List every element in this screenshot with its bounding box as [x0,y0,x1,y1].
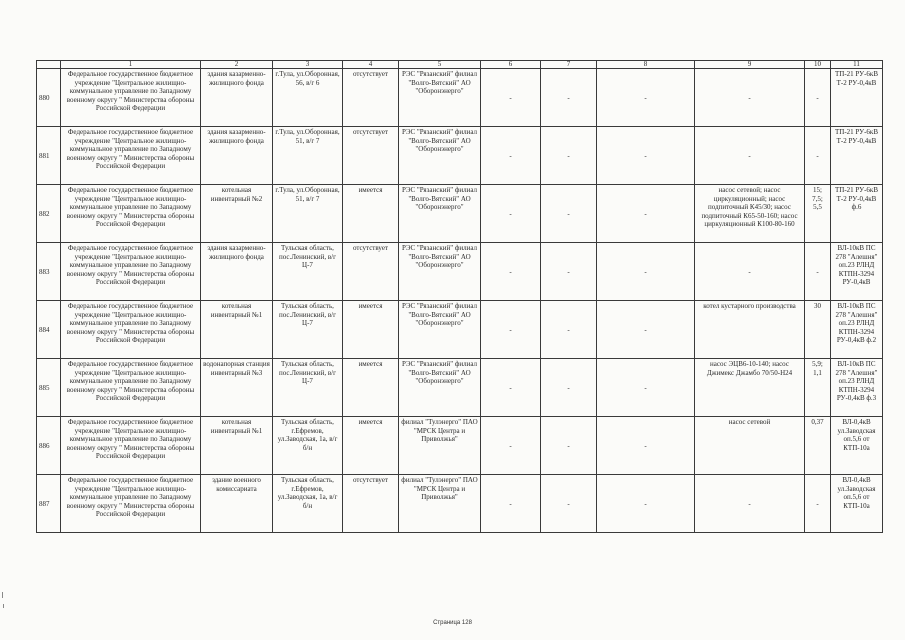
feeder-cell: ТП-21 РУ-6кВ Т-2 РУ-0,4кВ ф.6 [831,185,883,243]
column-8-cell: - [597,417,695,475]
power-cell: - [805,69,831,127]
column-6-cell: - [481,185,541,243]
column-7-cell: - [541,301,597,359]
header-cell: 3 [273,61,343,69]
column-8-cell: - [597,301,695,359]
owner-cell: Федеральное государственное бюджетное учреждение "Центральное жилищно-коммунальное управление по Западному военному округу " Министерства обороны Российской Федерации [61,301,201,359]
page-number-footer: Страница 128 [433,620,472,626]
object-cell: здание военного комиссариата [201,475,273,533]
feeder-cell: ТП-21 РУ-6кВ Т-2 РУ-0,4кВ [831,127,883,185]
object-cell: здания казарменно-жилищного фонда [201,127,273,185]
equipment-cell: - [695,69,805,127]
object-cell: водонапорная станция инвентарный №3 [201,359,273,417]
row-number: 880 [37,69,61,127]
table-row [37,127,883,185]
column-7-cell: - [541,185,597,243]
supplier-cell: филиал "Тулэнерго" ПАО "МРСК Центра и Приволжья" [399,475,481,533]
heating-presence-cell: отсутствует [343,69,399,127]
object-cell: здания казарменно-жилищного фонда [201,243,273,301]
heating-presence-cell: имеется [343,301,399,359]
column-6-cell: - [481,301,541,359]
power-cell: 5,9; 1,1 [805,359,831,417]
table-row [37,301,883,359]
row-number: 884 [37,301,61,359]
object-cell: котельная инвентарный №2 [201,185,273,243]
table-row [37,417,883,475]
owner-cell: Федеральное государственное бюджетное учреждение "Центральное жилищно-коммунальное управление по Западному военному округу " Министерства обороны Российской Федерации [61,185,201,243]
supplier-cell: РЭС "Рязанский" филиал "Волго-Вятский" АО "Оборонэнерго" [399,243,481,301]
column-7-cell: - [541,475,597,533]
supplier-cell: РЭС "Рязанский" филиал "Волго-Вятский" АО "Оборонэнерго" [399,69,481,127]
heating-presence-cell: отсутствует [343,243,399,301]
column-6-cell: - [481,417,541,475]
power-cell: 15; 7,5; 5,5 [805,185,831,243]
owner-cell: Федеральное государственное бюджетное учреждение "Центральное жилищно-коммунальное управление по Западному военному округу " Министерства обороны Российской Федерации [61,417,201,475]
header-cell: 9 [695,61,805,69]
equipment-cell: - [695,243,805,301]
address-cell: Тульская область, г.Ефремов, ул.Заводская, 1а, в/г б/н [273,475,343,533]
column-7-cell: - [541,359,597,417]
power-cell: 30 [805,301,831,359]
column-8-cell: - [597,127,695,185]
row-number: 883 [37,243,61,301]
feeder-cell: ВЛ-10кВ ПС 278 "Алешня" оп.23 РЛНД КТПН-3294 РУ-0,4кВ ф.2 [831,301,883,359]
column-8-cell: - [597,359,695,417]
address-cell: г.Тула, ул.Оборонная, 51, в/г 7 [273,127,343,185]
power-cell: - [805,475,831,533]
column-7-cell: - [541,127,597,185]
owner-cell: Федеральное государственное бюджетное учреждение "Центральное жилищно-коммунальное управление по Западному военному округу " Министерства обороны Российской Федерации [61,127,201,185]
equipment-cell: - [695,127,805,185]
row-number: 881 [37,127,61,185]
header-cell: 4 [343,61,399,69]
owner-cell: Федеральное государственное бюджетное учреждение "Центральное жилищно-коммунальное управление по Западному военному округу " Министерства обороны Российской Федерации [61,359,201,417]
heating-presence-cell: имеется [343,417,399,475]
column-6-cell: - [481,127,541,185]
column-6-cell: - [481,243,541,301]
header-cell: 10 [805,61,831,69]
header-cell: 2 [201,61,273,69]
equipment-cell: котел кустарного производства [695,301,805,359]
column-8-cell: - [597,243,695,301]
heating-presence-cell: отсутствует [343,475,399,533]
header-cell: 11 [831,61,883,69]
supplier-cell: РЭС "Рязанский" филиал "Волго-Вятский" АО "Оборонэнерго" [399,301,481,359]
table-row [37,185,883,243]
object-cell: здания казарменно-жилищного фонда [201,69,273,127]
equipment-cell: - [695,475,805,533]
feeder-cell: ВЛ-10кВ ПС 278 "Алешня" оп.23 РЛНД КТПН-3294 РУ-0,4кВ ф.3 [831,359,883,417]
power-cell: - [805,127,831,185]
feeder-cell: ВЛ-0,4кВ ул.Заводская оп.5,6 от КТП-10а [831,475,883,533]
owner-cell: Федеральное государственное бюджетное учреждение "Центральное жилищно-коммунальное управление по Западному военному округу " Министерства обороны Российской Федерации [61,69,201,127]
row-number: 886 [37,417,61,475]
row-number: 887 [37,475,61,533]
address-cell: Тульская область, г.Ефремов, ул.Заводская, 1а, в/г б/н [273,417,343,475]
header-cell: 8 [597,61,695,69]
address-cell: Тульская область, пос.Ленинский, в/г Ц-7 [273,359,343,417]
column-8-cell: - [597,475,695,533]
owner-cell: Федеральное государственное бюджетное учреждение "Центральное жилищно-коммунальное управление по Западному военному округу " Министерства обороны Российской Федерации [61,475,201,533]
column-7-cell: - [541,243,597,301]
column-8-cell: - [597,69,695,127]
address-cell: г.Тула, ул.Оборонная, 56, в/г 6 [273,69,343,127]
header-cell: 6 [481,61,541,69]
header-cell: 5 [399,61,481,69]
equipment-cell: насос ЭЦВ6-10-140; насос Джимекс Джамбо 70/50-Н24 [695,359,805,417]
header-cell: 7 [541,61,597,69]
heating-presence-cell: имеется [343,185,399,243]
row-number: 882 [37,185,61,243]
column-7-cell: - [541,69,597,127]
supplier-cell: филиал "Тулэнерго" ПАО "МРСК Центра и Приволжья" [399,417,481,475]
column-8-cell: - [597,185,695,243]
heating-presence-cell: имеется [343,359,399,417]
column-7-cell: - [541,417,597,475]
power-cell: - [805,243,831,301]
heating-presence-cell: отсутствует [343,127,399,185]
column-6-cell: - [481,359,541,417]
equipment-cell: насос сетевой [695,417,805,475]
address-cell: Тульская область, пос.Ленинский, в/г Ц-7 [273,301,343,359]
supplier-cell: РЭС "Рязанский" филиал "Волго-Вятский" АО "Оборонэнерго" [399,359,481,417]
table-row [37,475,883,533]
row-number: 885 [37,359,61,417]
object-cell: котельная инвентарный №1 [201,301,273,359]
table-row [37,243,883,301]
feeder-cell: ТП-21 РУ-6кВ Т-2 РУ-0,4кВ [831,69,883,127]
supplier-cell: РЭС "Рязанский" филиал "Волго-Вятский" АО "Оборонэнерго" [399,185,481,243]
power-cell: 0,37 [805,417,831,475]
address-cell: г.Тула, ул.Оборонная, 51, в/г 7 [273,185,343,243]
table-row [37,359,883,417]
header-cell-blank [37,61,61,69]
feeder-cell: ВЛ-0,4кВ ул.Заводская оп.5,6 от КТП-10а [831,417,883,475]
owner-cell: Федеральное государственное бюджетное учреждение "Центральное жилищно-коммунальное управление по Западному военному округу " Министерства обороны Российской Федерации [61,243,201,301]
table-row [37,69,883,127]
scan-artifact [3,604,4,608]
column-6-cell: - [481,69,541,127]
feeder-cell: ВЛ-10кВ ПС 278 "Алешня" оп.23 РЛНД КТПН-3294 РУ-0,4кВ [831,243,883,301]
address-cell: Тульская область, пос.Ленинский, в/г Ц-7 [273,243,343,301]
supplier-cell: РЭС "Рязанский" филиал "Волго-Вятский" АО "Оборонэнерго" [399,127,481,185]
registry-table [36,60,883,533]
header-cell: 1 [61,61,201,69]
object-cell: котельная инвентарный №1 [201,417,273,475]
equipment-cell: насос сетевой; насос циркуляционный; насос подпиточный К45/30; насос подпиточный К65-50-160; насос циркуляционный К100-80-160 [695,185,805,243]
scan-artifact [2,592,3,598]
header-row [37,61,883,69]
column-6-cell: - [481,475,541,533]
